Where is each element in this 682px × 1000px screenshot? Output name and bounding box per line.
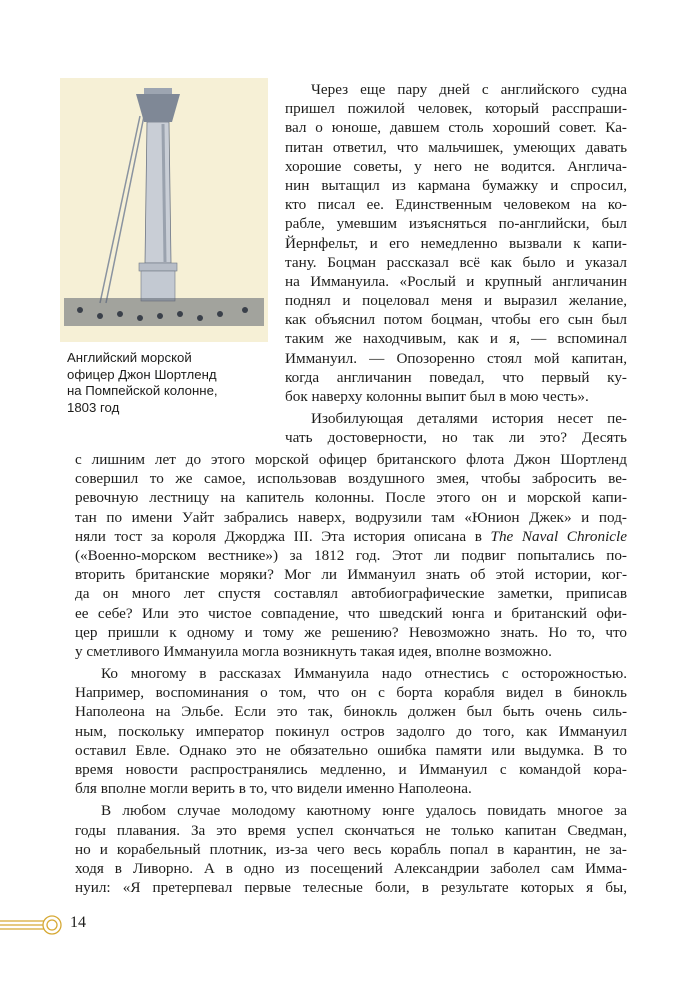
illustration-pompeys-pillar bbox=[60, 78, 268, 342]
text-line: нуил: «Я претерпевал первые телесные боли, в результате которых я бы, bbox=[75, 879, 627, 897]
text-line: тан по имени Уайт забрались наверх, водрузили там «Юнион Джек» и под- bbox=[75, 508, 627, 526]
text-line: няли тост за короля Джорджа III. Эта история описана в The Naval Chronicle bbox=[75, 527, 627, 545]
text-line: тану. Боцман рассказал всё как было и указал bbox=[285, 253, 627, 271]
text-line: годы плавания. За это время успел скончаться не только капитан Сведман, bbox=[75, 821, 627, 839]
text-line: Например, воспоминания о том, что он с борта корабля видел в бинокль bbox=[75, 684, 627, 702]
text-line: хорошие советы, у него не водится. Англича- bbox=[285, 157, 627, 175]
text-line: рабле, умевшим изъясняться по-английски, был bbox=[285, 215, 627, 233]
text-line: на Иммануила. «Рослый и крупный англичанин bbox=[285, 272, 627, 290]
text-line: («Военно-морском вестнике») за 1812 год. Этот ли подвиг попытались по- bbox=[75, 546, 627, 564]
page-ornament-icon bbox=[0, 910, 66, 945]
text-line: как объяснил потом боцман, чтобы его сын был bbox=[285, 311, 627, 329]
caption-line: 1803 год bbox=[67, 399, 120, 415]
text-line: поднял и поцеловал меня и выразил желание, bbox=[285, 292, 627, 310]
text-line: таким же находчивым, как и я, — вспоминал bbox=[285, 330, 627, 348]
page-number: 14 bbox=[70, 914, 86, 931]
text-body-full-width bbox=[75, 450, 627, 900]
paragraph bbox=[75, 664, 627, 798]
figure-caption bbox=[67, 350, 267, 416]
text-line: чать достоверности, но так ли это? Десять bbox=[285, 429, 627, 447]
text-line: вторить британские моряки? Мог ли Иммануил знать об этой истории, ког- bbox=[75, 566, 627, 584]
text-line: цер пришли к одному и тому же решению? Невозможно знать. Но то, что bbox=[75, 623, 627, 641]
text-line: питан ответил, что мальчишек, умеющих давать bbox=[285, 138, 627, 156]
text-line: ревочную лестницу на капитель колонны. После этого он и морской капи- bbox=[75, 489, 627, 507]
text-line: ходя в Ливорно. А в одно из посещений Александрии заболел сам Имма- bbox=[75, 859, 627, 877]
text-line: ее себе? Или это чистое совпадение, что шведский юнга и британский офи- bbox=[75, 604, 627, 622]
text-line: бок наверху колонны выпит был в мою честь». bbox=[285, 388, 589, 405]
text-line: нин вытащил из кармана бумажку и спросил, bbox=[285, 176, 627, 194]
text-line: Йернфельт, и его немедленно вызвали к капи- bbox=[285, 234, 627, 252]
text-line: но и корабельный плотник, из-за чего весь корабль попал в карантин, не за- bbox=[75, 840, 627, 858]
text-line: когда англичанин поведал, что первый ку- bbox=[285, 368, 627, 386]
caption-line: на Помпейской колонне, bbox=[67, 383, 218, 398]
text-line: Наполеона на Эльбе. Если это так, бинокль должен был быть очень силь- bbox=[75, 703, 627, 721]
text-column-right bbox=[285, 80, 627, 448]
text-line: ным, поскольку император покинул остров задолго до того, как Иммануил bbox=[75, 722, 627, 740]
text-line: Ко многому в рассказах Иммануила надо отнестись с осторожностью. bbox=[101, 665, 627, 683]
paragraph bbox=[285, 409, 627, 447]
paragraph bbox=[75, 801, 627, 897]
text-line: В любом случае молодому каютному юнге удалось повидать многое за bbox=[101, 802, 627, 820]
text-line: Через еще пару дней с английского судна bbox=[311, 81, 627, 98]
text-line: у сметливого Иммануила могла возникнуть такая идея, вполне возможно. bbox=[75, 642, 552, 660]
caption-line: офицер Джон Шортленд bbox=[67, 366, 217, 382]
paragraph bbox=[285, 80, 627, 406]
text-line: пришел пожилой человек, который расспраши- bbox=[285, 100, 627, 118]
text-line: время новости распространялись медленно, и Иммануил с командой кора- bbox=[75, 761, 627, 778]
text-line: бля вполне могли верить в то, что видели именно Наполеона. bbox=[75, 780, 472, 798]
text-line: с лишним лет до этого морской офицер британского флота Джон Шортленд bbox=[75, 451, 627, 468]
caption-line: Английский морской bbox=[67, 350, 192, 365]
paragraph bbox=[75, 450, 627, 661]
text-line: Изобилующая деталями история несет пе- bbox=[311, 410, 627, 428]
text-line: кто писал ее. Единственным человеком на ко- bbox=[285, 196, 627, 214]
text-line: совершил то же самое, использовав воздушного змея, чтобы забросить ве- bbox=[75, 470, 627, 488]
text-line: да он много лет спустя составлял автобиографические заметки, приписав bbox=[75, 585, 627, 603]
text-line: вал о юноше, давшем столь хороший совет. Ка- bbox=[285, 119, 627, 137]
text-line: оставил Евле. Однако это не обязательно ошибка памяти или выдумка. В то bbox=[75, 741, 627, 759]
text-line: Иммануил. — Опозоренно стоял мой капитан, bbox=[285, 349, 627, 367]
